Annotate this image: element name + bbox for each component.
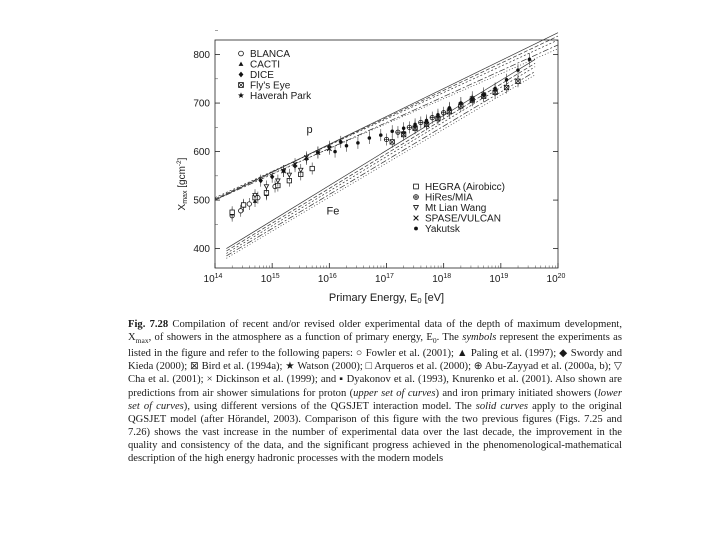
caption-text: Compilation of recent and/or revised older experimental data of the depth of maximum development, $X_{max}$, of showers in the atmosphere as a function of primary energy, $E_0$. The symbols represent the experiments as listed in the figure and refer to the following papers: ○ Fowler et al. (2001); ▲ Paling et al. (1997); ◆ Swordy and Kieda (2000); ⊠ Bird et al. (1994a); ★ Watson (2000); □ Arqueros et al. (2000); ⊕ Abu-Zayyad et al. (2000a, b); ▽ Cha et al. (2001); × Dickinson et al. (1999); and ▪ Dyakonov et al. (1993), Knurenko et al. (2001). Also shown are predictions from air shower simulations for proton (upper set of curves) and iron primary initiated showers (lower set of curves), using different versions of the QGSJET interaction model. The solid curves apply to the original QGSJET model (after Hörandel, 2003). Comparison of this figure with the two previous figures (Figs. 7.25 and 7.26) shows the vast increase in the number of experimental data over the last decade, the improvement in the quality and consistency of the data, and the significant progress achieved in the phenomenological-mathematical description of the high energy hadronic processes with the modern models	[128, 319, 622, 465]
data-point-dot	[459, 101, 463, 105]
data-point-dot	[505, 78, 509, 82]
legend-left-symbol-0	[239, 51, 244, 56]
iron-curve-5	[226, 75, 535, 258]
data-point-circle-plus	[441, 111, 445, 115]
legend-left-label-3: Fly's Eye	[250, 80, 291, 92]
figure-caption	[128, 318, 622, 465]
legend-right-symbol-4	[414, 227, 418, 231]
data-point-square-x	[390, 140, 394, 144]
data-point-circle-plus	[396, 130, 400, 134]
y-axis-title: $X_{max}$ [gcm$^{-2}$]	[176, 157, 189, 211]
data-point-dot	[356, 141, 360, 145]
data-point-square-x	[516, 79, 520, 83]
legend-right-symbol-2	[414, 206, 419, 210]
data-point-dot	[425, 119, 429, 123]
y-tick-label-1: 500	[193, 195, 210, 207]
x-tick-label-1: $10^{15}$	[260, 273, 280, 285]
legend-left-label-2: DICE	[250, 70, 274, 81]
x-tick-label-0: $10^{14}$	[203, 273, 223, 285]
data-point-circle-open	[239, 209, 243, 213]
legend-left-symbol-2	[239, 72, 244, 78]
data-point-dot	[470, 98, 474, 102]
legend-right-symbol-1	[414, 195, 419, 200]
data-point-dot	[333, 150, 337, 154]
data-point-dot	[345, 144, 349, 148]
data-point-circle-open	[247, 202, 251, 206]
data-points	[230, 53, 531, 221]
x-tick-label-4: $10^{18}$	[432, 273, 452, 285]
y-tick-label-0: 400	[193, 244, 210, 256]
data-point-dot	[516, 68, 520, 72]
legend-left-symbol-3	[239, 83, 244, 88]
legend-left-label-0: BLANCA	[250, 49, 291, 60]
data-point-square-open	[230, 210, 234, 214]
data-point-dot	[368, 136, 372, 140]
data-point-triangle-down	[276, 179, 280, 183]
legend-left-symbol-4	[238, 92, 244, 98]
proton-label: p	[306, 124, 313, 137]
data-point-dot	[482, 94, 486, 98]
figure-label: Fig. 7.28	[128, 319, 169, 330]
data-point-dot	[402, 127, 406, 131]
data-point-dot	[390, 129, 394, 133]
data-point-triangle-down	[287, 173, 291, 177]
legend-right-label-4: Yakutsk	[425, 224, 460, 235]
data-point-triangle-down	[264, 185, 268, 189]
legend-right-label-0: HEGRA (Airobicc)	[425, 182, 506, 193]
data-point-dot	[379, 133, 383, 137]
legend-right-label-3: SPASE/VULCAN	[425, 213, 501, 225]
y-tick-label-3: 700	[193, 98, 210, 110]
x-tick-label-5: $10^{19}$	[489, 273, 509, 285]
data-point-circle-plus	[419, 120, 423, 124]
y-tick-label-4: 800	[193, 50, 210, 62]
data-point-circle-plus	[407, 125, 411, 129]
legend-left-symbol-1	[239, 62, 244, 66]
data-point-dot	[448, 106, 452, 110]
data-point-square-open	[310, 166, 314, 170]
legend-left-label-1: CACTI	[250, 59, 280, 71]
data-point-dot	[528, 58, 532, 62]
data-point-dot	[413, 123, 417, 127]
data-point-square-x	[504, 85, 508, 89]
iron-label: Fe	[326, 205, 340, 218]
legend	[238, 49, 505, 235]
data-point-square-open	[241, 203, 245, 207]
legend-right-symbol-0	[414, 184, 419, 189]
data-point-triangle-down	[299, 168, 303, 172]
data-point-circle-plus	[430, 115, 434, 119]
legend-right-symbol-3	[414, 216, 419, 221]
legend-right-label-1: HiRes/MIA	[425, 192, 473, 204]
x-axis-title: Primary Energy, E0 [eV]	[328, 292, 445, 305]
x-tick-label-3: $10^{17}$	[375, 273, 394, 285]
data-point-circle-plus	[384, 137, 388, 141]
data-point-dot	[436, 113, 440, 117]
x-tick-label-2: $10^{16}$	[317, 273, 337, 285]
x-tick-label-6: $10^{20}$	[546, 273, 566, 285]
legend-left-label-4: Haverah Park	[250, 91, 312, 102]
legend-right-label-2: Mt Lian Wang	[425, 203, 487, 214]
y-tick-label-2: 600	[193, 147, 210, 159]
data-point-dot	[493, 87, 497, 91]
